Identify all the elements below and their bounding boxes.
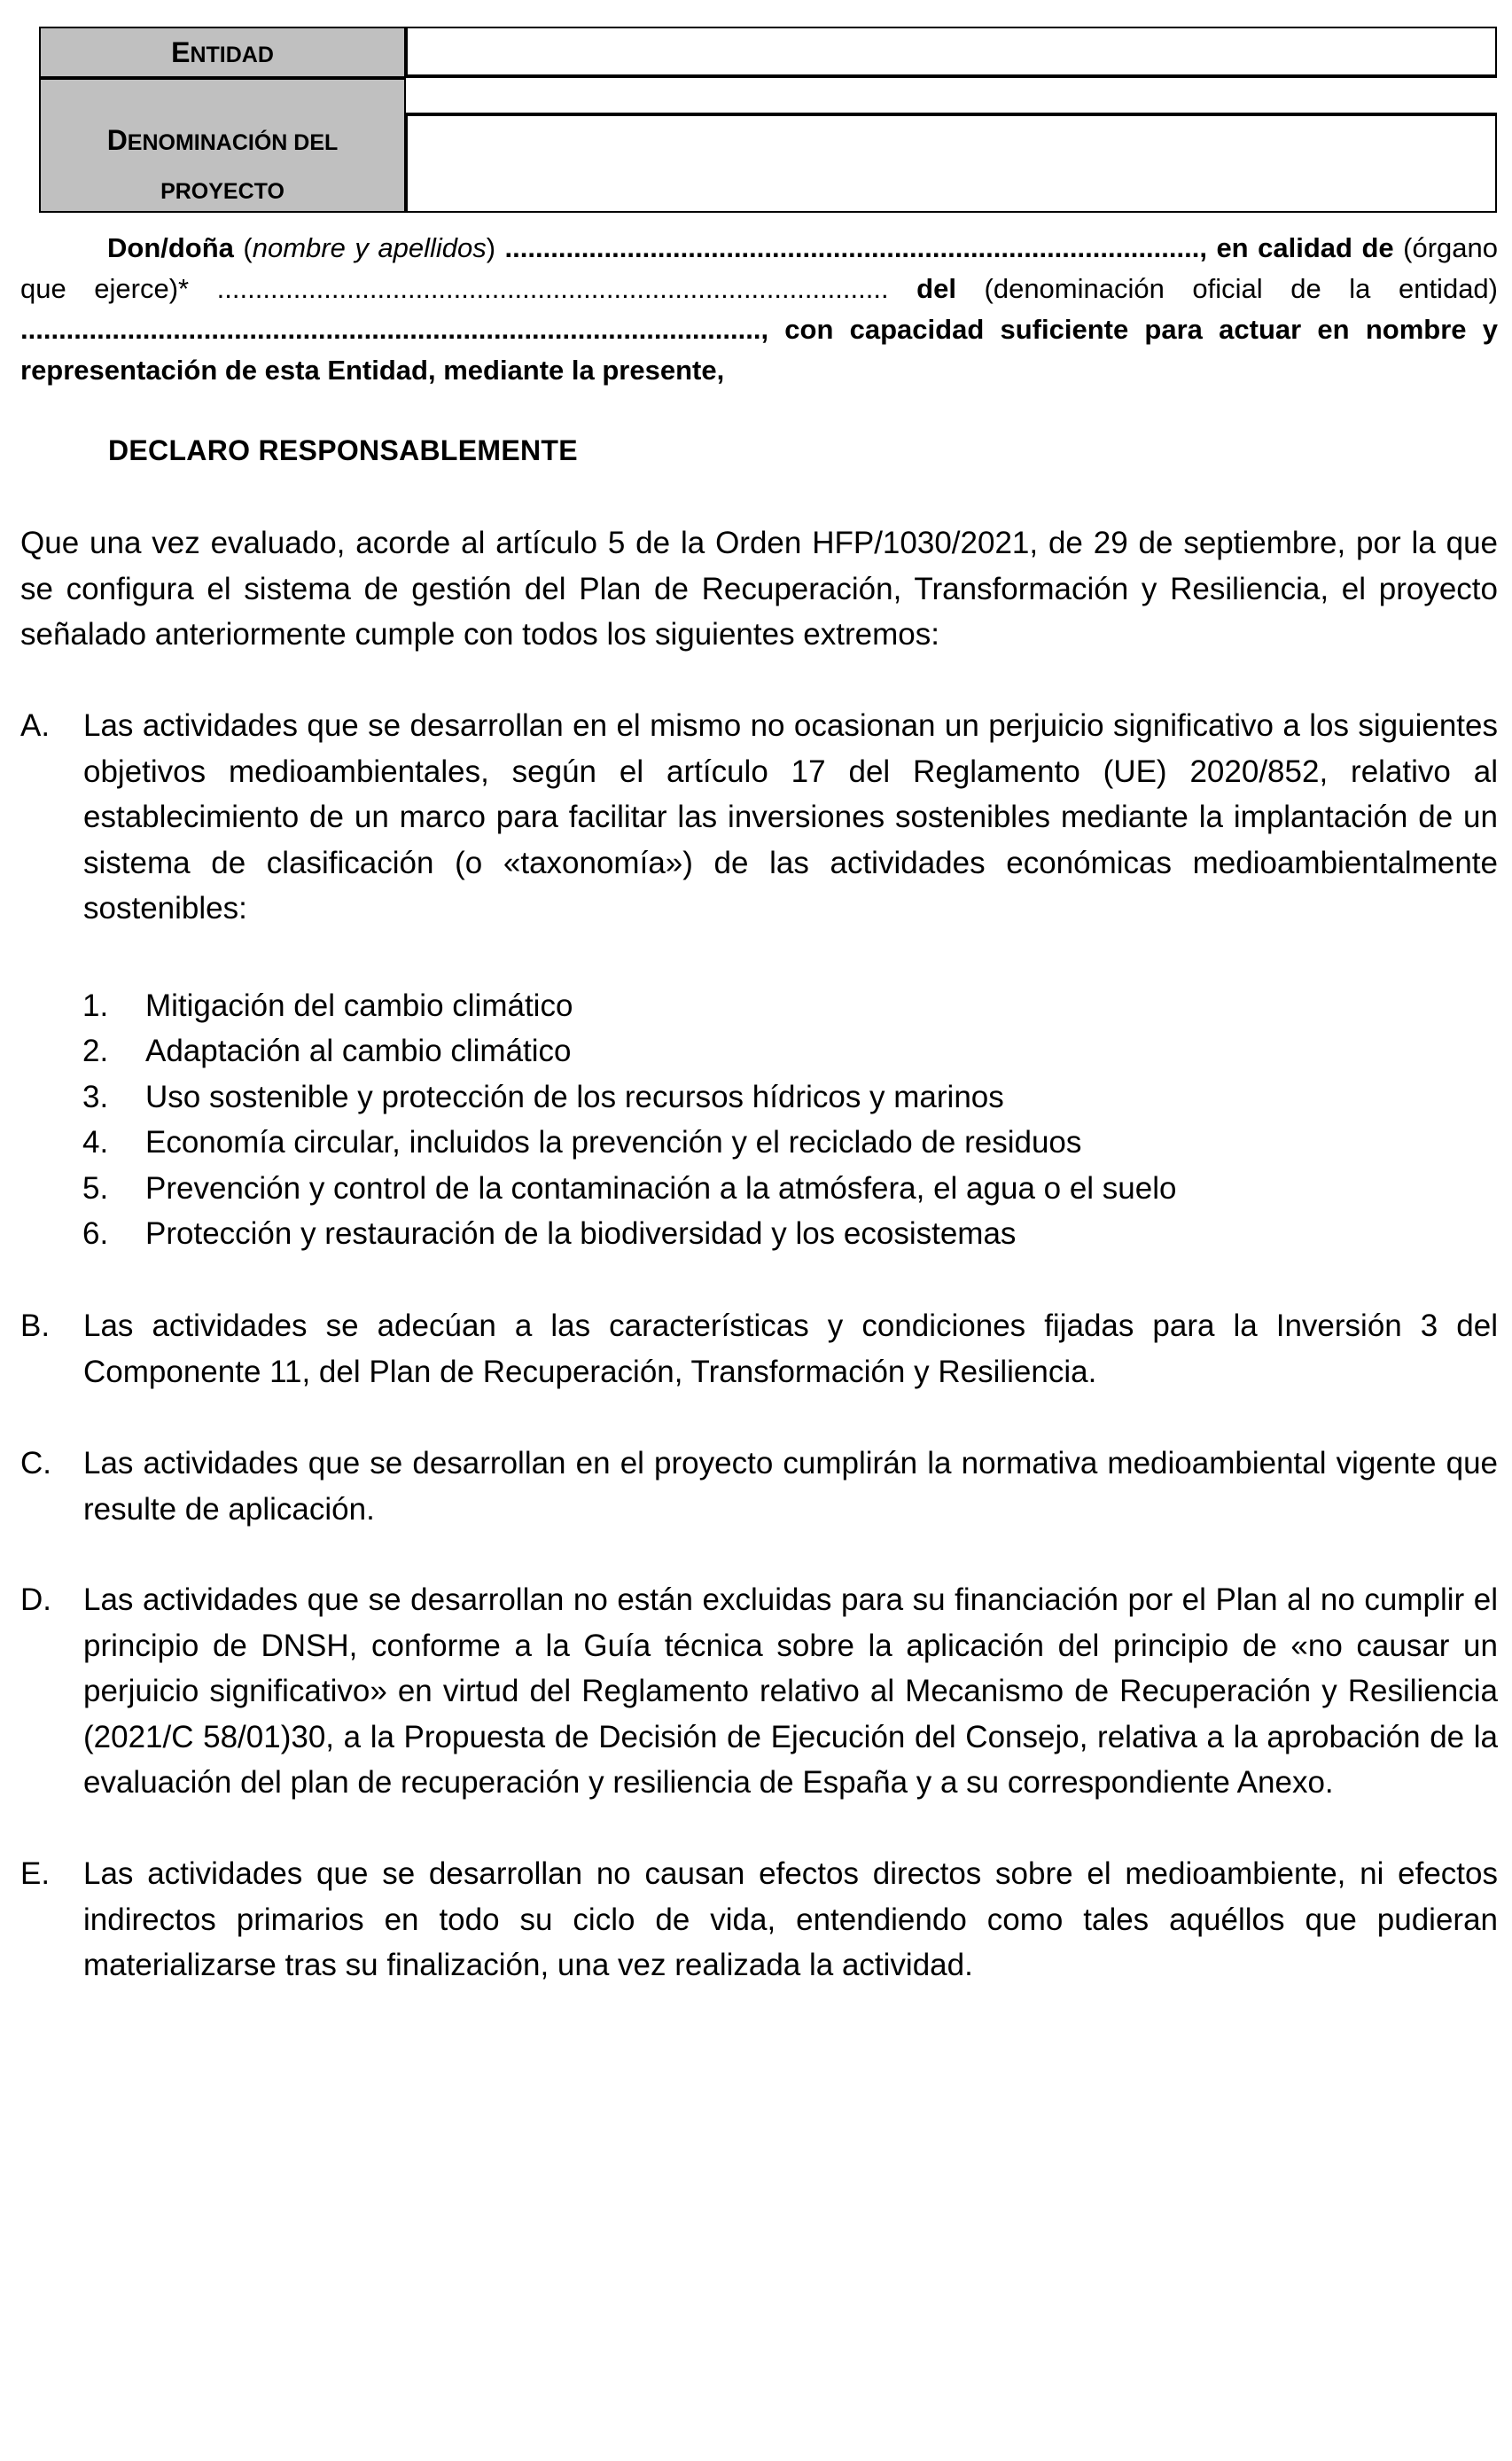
objective-item: 3. Uso sostenible y protección de los recursos hídricos y marinos	[82, 1080, 1004, 1114]
organo-hint: (órgano que ejerce)* ........................................................................................	[20, 232, 1498, 304]
objective-item: 6. Protección y restauración de la biodiversidad y los ecosistemas	[82, 1216, 1017, 1251]
intro-paragraph: Que una vez evaluado, acorde al artículo 5 de la Orden HFP/1030/2021, de 29 de septiembre, por la que se configura el sistema de gestión del Plan de Recuperación, Transformación y Resiliencia, el proyecto señalado anteriormente cumple con todos los siguientes extremos:	[20, 526, 1498, 652]
entidad-value-field[interactable]	[406, 27, 1497, 78]
header-table	[39, 27, 1497, 204]
declaration-paragraph: Don/doña (nombre y apellidos) ..........................................................................................., en calidad de (órgano que ejerce)* ........................................................................................ del (denominación oficial de la entidad) ................................................................................................., con capacidad suficiente para actuar en nombre y representación de esta Entidad, mediante la presente,	[20, 232, 1498, 386]
dots-nombre: ..........................................................................................., en calidad	[495, 232, 1352, 263]
proyecto-label: DENOMINACIÓN DEL PROYECTO	[39, 78, 406, 213]
list-item-c	[20, 1441, 1498, 1532]
objective-item: 5. Prevención y control de la contaminación a la atmósfera, el agua o el suelo	[82, 1171, 1177, 1206]
item-letter: A.	[20, 708, 51, 743]
item-text: Las actividades se adecúan a las características y condiciones fijadas para la Inversión 3 del Componente 11, del Plan de Recuperación, Transformación y Resiliencia.	[83, 1309, 1498, 1389]
item-text: Las actividades que se desarrollan no causan efectos directos sobre el medioambiente, ni efectos indirectos primarios en todo su ciclo de vida, entendiendo como tales aquéllos que pudieran materializarse tras su finalización, una vez realizada la actividad.	[83, 1856, 1498, 1982]
entidad-label: ENTIDAD	[39, 27, 406, 78]
list-item-e	[20, 1851, 1498, 1988]
item-text: Las actividades que se desarrollan no están excluidas para su financiación por el Plan al no cumplir el principio de DNSH, conforme a la Guía técnica sobre la aplicación del principio de «no causar un perjuicio significativo» en virtud del Reglamento relativo al Mecanismo de Recuperación y Resiliencia (2021/C 58/01)30, a la Propuesta de Decisión de Ejecución del Consejo, relativa a la aprobación de la evaluación del plan de recuperación y resiliencia de España y a su correspondiente Anexo.	[83, 1582, 1498, 1800]
item-letter: D.	[20, 1582, 51, 1617]
nombre-hint: nombre y apellidos	[252, 232, 487, 263]
list-item-b	[20, 1303, 1498, 1395]
dots-entidad: ................................................................................................., con capacidad suficiente para actuar en nombre y representación de esta Entidad, mediante la presente,	[20, 314, 1498, 386]
list-item-a	[20, 703, 1498, 932]
proyecto-value-field[interactable]	[406, 113, 1497, 213]
list-item-d	[20, 1577, 1498, 1806]
objective-item: 1. Mitigación del cambio climático	[82, 988, 573, 1023]
item-letter: B.	[20, 1309, 51, 1343]
item-text: Las actividades que se desarrollan en el mismo no ocasionan un perjuicio significativo a los siguientes objetivos medioambientales, según el artículo 17 del Reglamento (UE) 2020/852, relativo al establecimiento de un marco para facilitar las inversiones sostenibles mediante la implantación de un sistema de clasificación (o «taxonomía») de las actividades económicas medioambientalmente sostenibles:	[83, 708, 1498, 926]
declaro-heading: DECLARO RESPONSABLEMENTE	[108, 434, 578, 466]
denominacion-hint: (denominación oficial de la entidad)	[955, 273, 1498, 304]
objective-item: 4. Economía circular, incluidos la prevención y el reciclado de residuos	[82, 1125, 1082, 1160]
don-label: Don/doña	[107, 232, 234, 263]
item-letter: E.	[20, 1856, 51, 1891]
item-text: Las actividades que se desarrollan en el proyecto cumplirán la normativa medioambiental vigente que resulte de aplicación.	[83, 1446, 1498, 1527]
objective-item: 2. Adaptación al cambio climático	[82, 1034, 572, 1068]
item-letter: C.	[20, 1446, 51, 1481]
